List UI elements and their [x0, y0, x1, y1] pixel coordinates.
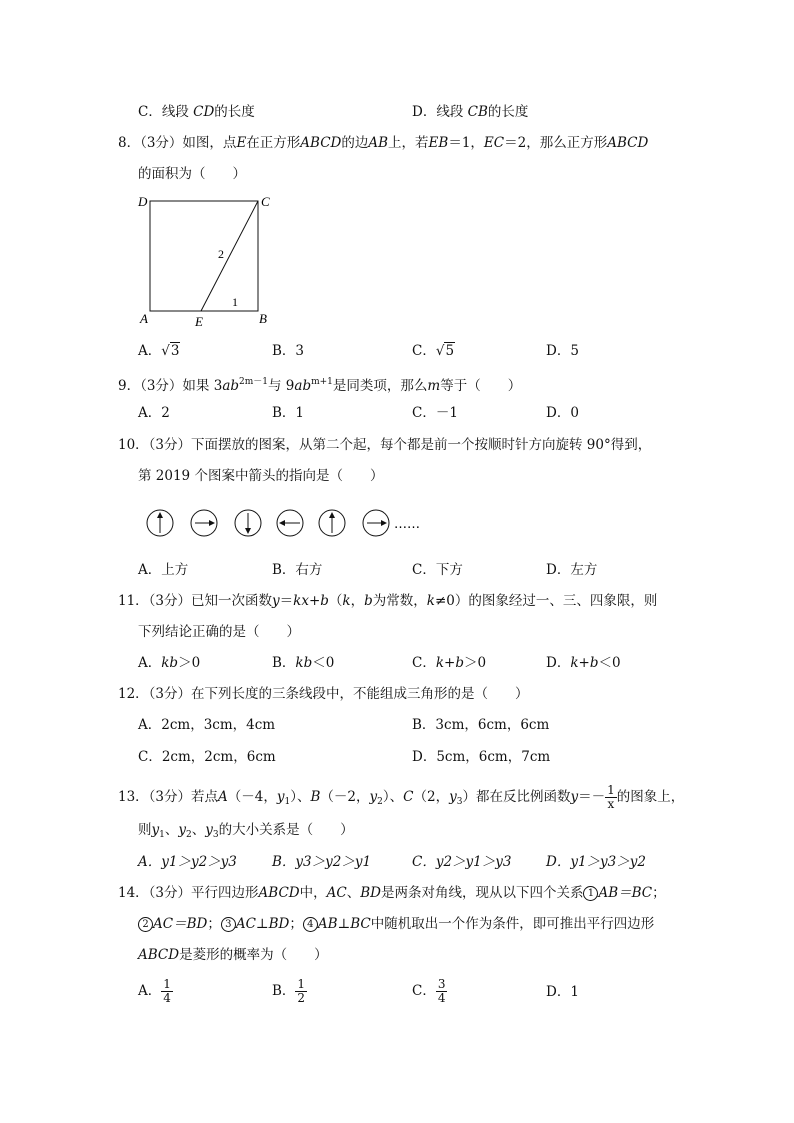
q13-option-a: A．y1＞y2＞y3: [138, 854, 237, 870]
q8-stem-line2: 的面积为（ ）: [138, 166, 246, 182]
ellipsis: ……: [394, 517, 420, 532]
arrow-down-icon: [235, 510, 261, 536]
q11-option-c: C．k+b＞0: [412, 655, 487, 671]
q7-option-c: C．线段 CD的长度: [138, 104, 255, 120]
q10-option-b: B．右方: [272, 562, 323, 578]
square-abcd: [150, 201, 258, 311]
label-e: E: [195, 314, 203, 329]
q12-option-d: D．5cm，6cm，7cm: [412, 749, 551, 765]
circled-number-1: 1: [583, 886, 598, 901]
q14-option-a: A． $\frac{1}{4}$: [138, 977, 171, 1005]
q8-option-d: D．5: [546, 343, 579, 359]
label-length-1: 1: [232, 295, 238, 309]
q8-option-c: C．√5: [412, 343, 455, 359]
fraction-1-over-x: $\frac{1}{x}$: [607, 783, 615, 811]
q11-stem-line2: 下列结论正确的是（ ）: [138, 624, 300, 640]
q8-stem-line1: 8．（3分）如图，点E在正方形ABCD的边AB上，若EB＝1，EC＝2，那么正方形ABCD: [118, 135, 649, 151]
circled-number-2: 2: [138, 917, 153, 932]
q10-option-a: A．上方: [138, 562, 189, 578]
q10-option-d: D．左方: [546, 562, 598, 578]
q14-stem-line2: 2 AC＝BD； 3 AC⊥BD； 4 AB⊥BC中随机取出一个作为条件，即可推出平行四边形: [138, 915, 654, 933]
q9-option-b: B．1: [272, 405, 305, 421]
q7-option-d: D．线段 CB的长度: [412, 104, 529, 120]
q13-option-c: C．y2＞y1＞y3: [412, 854, 512, 870]
q8-option-b: B．3: [272, 343, 305, 359]
q14-stem-line3: ABCD是菱形的概率为（ ）: [138, 947, 328, 963]
q11-stem-line1: 11．（3分）已知一次函数y＝kx+b（k，b为常数，k≠0）的图象经过一、三、四象限，则: [118, 593, 658, 609]
q12-option-c: C．2cm，2cm，6cm: [138, 749, 276, 765]
arrow-up-icon: [319, 510, 345, 536]
arrow-right-icon: [363, 510, 389, 536]
q12-option-b: B．3cm，6cm，6cm: [412, 717, 550, 733]
q12-stem: 12．（3分）在下列长度的三条线段中，不能组成三角形的是（ ）: [118, 686, 529, 702]
q14-option-b: B． $\frac{1}{2}$: [272, 977, 306, 1005]
q9-option-c: C．－1: [412, 405, 458, 421]
label-c: C: [261, 194, 270, 209]
q8-square-figure: [134, 192, 284, 332]
label-length-2: 2: [218, 247, 224, 261]
q13-stem-line1: 13．（3分）若点A（－4，$y_1$）、B（－2，$y_2$）、C（2，$y_3$）都在反比例函数y＝－ $\frac{1}{x}$ 的图象上，: [118, 783, 685, 811]
label-d: D: [138, 194, 148, 209]
q11-option-b: B．kb＜0: [272, 655, 335, 671]
arrow-left-icon: [277, 510, 303, 536]
arrow-up-icon: [147, 510, 173, 536]
q13-option-d: D．y1＞y3＞y2: [546, 854, 646, 870]
circled-number-4: 4: [303, 917, 318, 932]
q10-stem-line1: 10．（3分）下面摆放的图案，从第二个起，每个都是前一个按顺时针方向旋转 90°得到，: [118, 437, 652, 453]
q14-option-d: D．1: [546, 984, 579, 1000]
q11-option-a: A．kb＞0: [138, 655, 201, 671]
q9-option-d: D．0: [546, 405, 579, 421]
q10-arrow-sequence: [138, 505, 438, 543]
q13-option-b: B．y3＞y2＞y1: [272, 854, 372, 870]
label-b: B: [259, 311, 267, 326]
q9-stem: 9．（3分）如果 $3ab^{2m-1}$与 $9ab^{m+1}$是同类项，那么m等于（ ）: [118, 377, 522, 394]
q12-option-a: A．2cm，3cm，4cm: [138, 717, 276, 733]
circled-number-3: 3: [221, 917, 236, 932]
q13-stem-line2: 则$y_1$、$y_2$、$y_3$的大小关系是（ ）: [138, 822, 354, 840]
arrow-right-icon: [191, 510, 217, 536]
q9-option-a: A．2: [138, 405, 170, 421]
segment-ec: [201, 201, 258, 311]
q14-option-c: C． $\frac{3}{4}$: [412, 977, 446, 1005]
q11-option-d: D．k+b＜0: [546, 655, 621, 671]
label-a: A: [140, 311, 148, 326]
q8-option-a: A．√3: [138, 343, 180, 359]
q10-stem-line2: 第 2019 个图案中箭头的指向是（ ）: [138, 468, 384, 484]
q14-stem-line1: 14．（3分）平行四边形ABCD中，AC、BD是两条对角线，现从以下四个关系 1 AB＝BC；: [118, 885, 666, 901]
q10-option-c: C．下方: [412, 562, 463, 578]
